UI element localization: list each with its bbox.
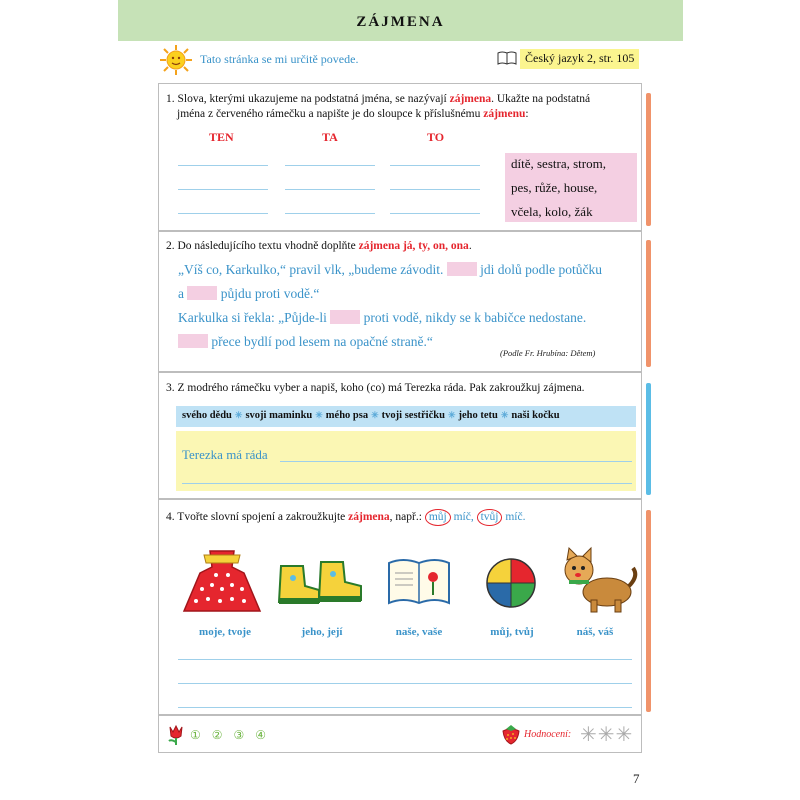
source-note: (Podle Fr. Hrubína: Dětem) xyxy=(500,348,596,358)
motto-text: Tato stránka se mi určitě povede. xyxy=(200,52,359,66)
noun-row: včela, kolo, žák xyxy=(511,204,593,219)
sun-icon xyxy=(158,44,194,76)
story-line: a půjdu proti vodě.“ xyxy=(178,286,320,301)
noun-row: dítě, sestra, strom, xyxy=(511,156,606,171)
choice-item: mého psa xyxy=(325,410,369,421)
page-title: ZÁJMENA xyxy=(356,14,445,30)
star-icon: ✳ xyxy=(315,410,323,420)
story-line: přece bydlí pod lesem na opačné straně.“ xyxy=(178,333,433,351)
answer-line[interactable] xyxy=(280,461,632,462)
choices-list xyxy=(182,410,560,421)
picture-label: můj, tvůj xyxy=(490,626,534,638)
choice-item: tvoji sestřičku xyxy=(381,410,445,421)
page-number: 7 xyxy=(633,771,640,786)
task-2-instructions: 2. Do následujícího textu vhodně doplňte zájmena já, ty, on, ona. xyxy=(166,240,472,252)
column-heading-to: TO xyxy=(427,130,445,144)
task-4-instructions: 4. Tvořte slovní spojení a zakroužkujte zájmena, např.: můj míč, tvůj míč. xyxy=(166,509,525,526)
task-1-instructions: 1. Slova, kterými ukazujeme na podstatná jména, se nazývají zájmena. Ukažte na podstatná jména z červeného rámečku a napište je do sloupce k příslušnému zájmenu: xyxy=(166,93,591,120)
boots-icon xyxy=(275,556,365,608)
pronoun-gap[interactable] xyxy=(187,286,217,300)
answer-line[interactable] xyxy=(285,165,375,166)
pronoun-gap[interactable] xyxy=(330,310,360,324)
picture-label: naše, vaše xyxy=(395,626,443,638)
example-circled-pronoun: tvůj xyxy=(477,509,503,526)
cat-icon xyxy=(557,546,639,616)
answer-line[interactable] xyxy=(178,707,632,708)
answer-line[interactable] xyxy=(390,213,480,214)
picture-label: náš, váš xyxy=(576,626,614,638)
star-icon: ✳ xyxy=(500,410,509,420)
rating-label: Hodnocení: xyxy=(524,729,572,740)
dress-icon xyxy=(182,545,262,617)
answer-line[interactable] xyxy=(390,189,480,190)
choice-item: jeho tetu xyxy=(458,410,498,421)
answer-line[interactable] xyxy=(178,659,632,660)
side-bar xyxy=(646,383,651,495)
choice-item: svého dědu xyxy=(182,410,232,421)
rating-stars[interactable]: ✳✳✳ xyxy=(580,724,634,746)
answer-line[interactable] xyxy=(178,165,268,166)
answer-line[interactable] xyxy=(178,683,632,684)
ball-icon xyxy=(485,557,537,609)
answer-line[interactable] xyxy=(285,189,375,190)
answer-line[interactable] xyxy=(178,189,268,190)
answer-prompt: Terezka má ráda xyxy=(182,447,268,462)
side-bar xyxy=(646,93,651,226)
star-icon: ✳ xyxy=(234,410,243,420)
example-circled-pronoun: můj xyxy=(425,509,451,526)
answer-line[interactable] xyxy=(390,165,480,166)
task-3-instructions: 3. Z modrého rámečku vyber a napiš, koho (co) má Terezka ráda. Pak zakroužkuj zájmena. xyxy=(166,382,585,394)
column-heading-ta: TA xyxy=(322,130,338,144)
tulip-icon xyxy=(165,724,187,746)
strawberry-icon xyxy=(500,723,522,745)
noun-row: pes, růže, house, xyxy=(511,180,598,195)
textbook-reference: Český jazyk 2, str. 105 xyxy=(520,49,639,69)
star-icon: ✳ xyxy=(447,410,456,420)
choice-item: naši kočku xyxy=(511,410,560,421)
answer-line[interactable] xyxy=(178,213,268,214)
side-bar xyxy=(646,240,651,367)
choice-item: svoji maminku xyxy=(245,410,313,421)
answer-line[interactable] xyxy=(285,213,375,214)
picture-label: jeho, její xyxy=(301,626,343,638)
answer-line[interactable] xyxy=(182,483,632,484)
open-book-icon xyxy=(497,51,517,65)
story-line: Karkulka si řekla: „Půjde-li proti vodě, nikdy se k babičce nedostane. xyxy=(178,310,587,325)
book-icon xyxy=(387,557,451,607)
star-icon: ✳ xyxy=(371,410,379,420)
side-bar xyxy=(646,510,651,712)
task-progress-marks: ① ② ③ ④ xyxy=(190,728,271,742)
pronoun-gap[interactable] xyxy=(178,334,208,348)
column-heading-ten: TEN xyxy=(209,130,234,144)
pronoun-gap[interactable] xyxy=(447,262,477,276)
picture-label: moje, tvoje xyxy=(199,626,251,638)
story-line: „Víš co, Karkulko,“ pravil vlk, „budeme závodit. jdi dolů podle potůčku xyxy=(178,262,603,277)
